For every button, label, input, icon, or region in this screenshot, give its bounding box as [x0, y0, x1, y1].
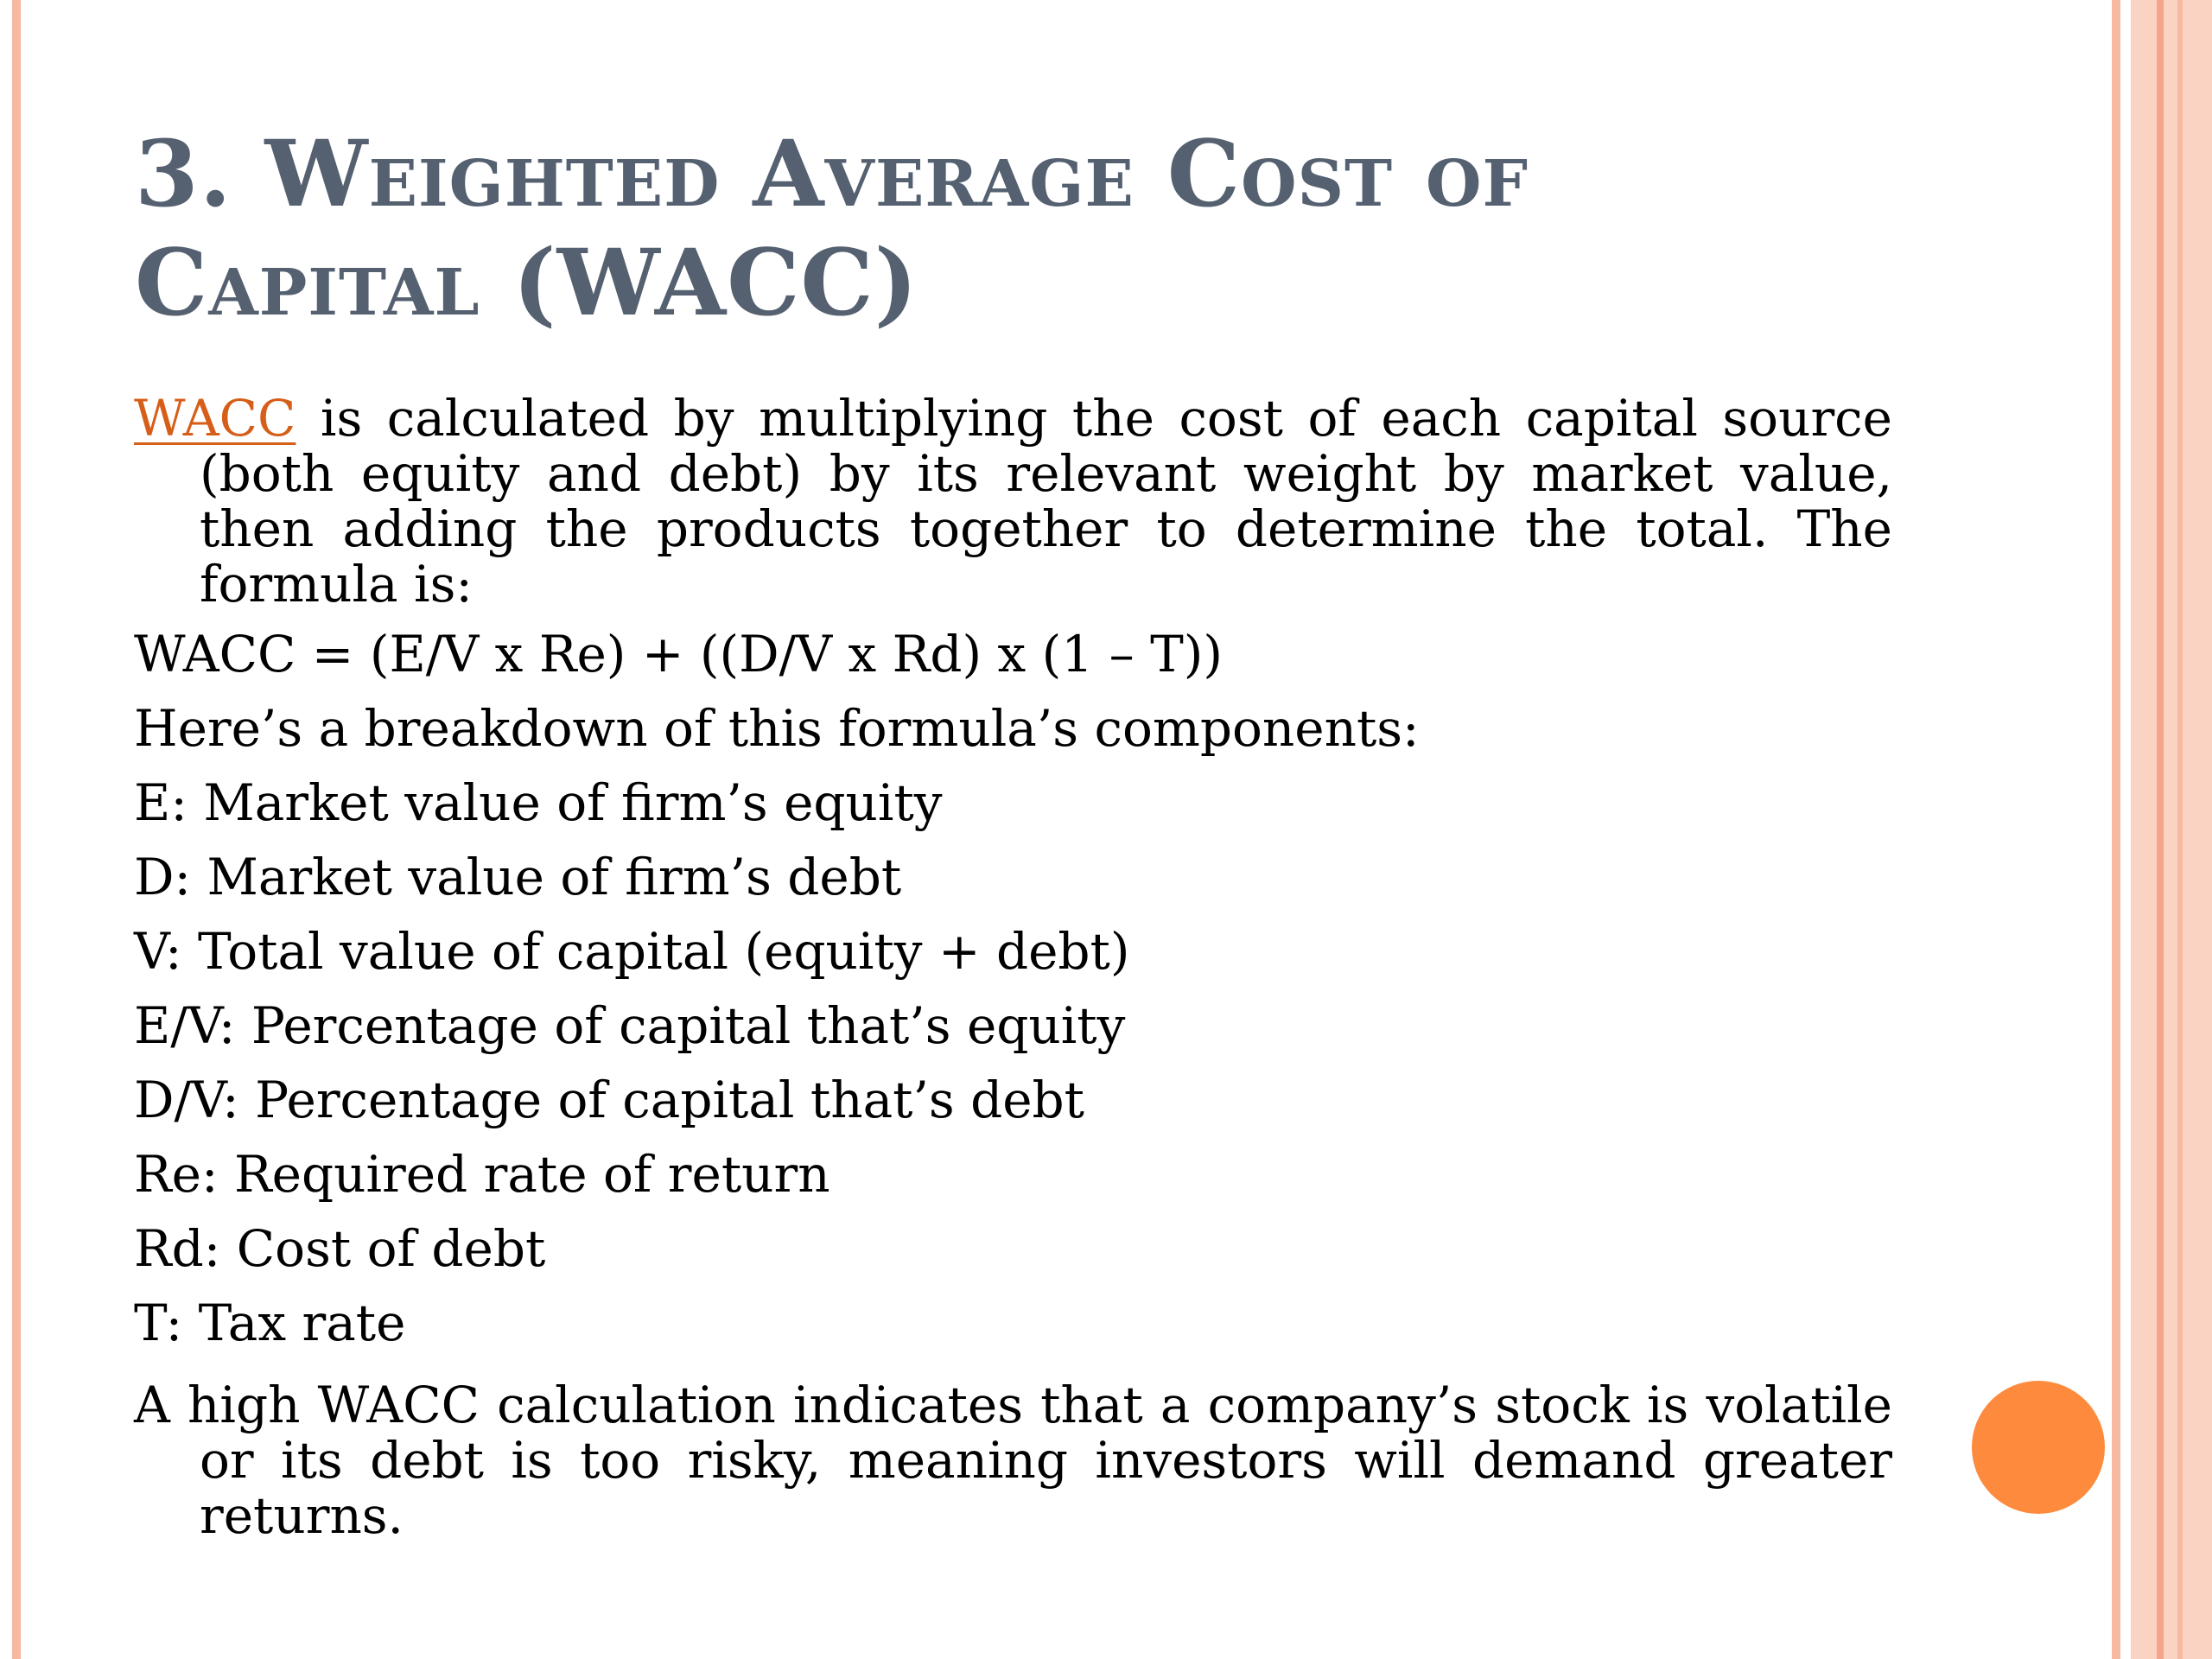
- right-border-line-edge: [2177, 0, 2183, 1659]
- component-item: D/V: Percentage of capital that’s debt: [134, 1071, 1084, 1129]
- title-line-1: 3. Weighted Average Cost of: [135, 119, 1529, 227]
- conclusion-paragraph: A high WACC calculation indicates that a company’s stock is volatile or its debt is too risky, meaning investors will demand greater returns.: [134, 1376, 1892, 1545]
- right-border-band: [2131, 0, 2157, 1659]
- component-item: E/V: Percentage of capital that’s equity: [134, 996, 1126, 1055]
- component-item: Re: Required rate of return: [134, 1145, 830, 1204]
- intro-text: is calculated by multiplying the cost of each capital source (both equity and debt) by its relevant weight by market value, then adding the products together to determine the total. The formula is:: [200, 389, 1892, 613]
- component-item: T: Tax rate: [134, 1294, 406, 1352]
- right-border-line: [2112, 0, 2120, 1659]
- wacc-formula: WACC = (E/V x Re) + ((D/V x Rd) x (1 – T)): [134, 625, 1224, 683]
- intro-paragraph: [134, 391, 1892, 612]
- left-border-line: [12, 0, 21, 1659]
- component-item: D: Market value of firm’s debt: [134, 848, 902, 906]
- right-border-band-outer: [2164, 0, 2212, 1659]
- wacc-link[interactable]: WACC: [134, 389, 296, 448]
- slide-title: [135, 119, 1777, 337]
- slide-body: [134, 391, 1892, 1543]
- component-item: E: Market value of firm’s equity: [134, 773, 943, 832]
- orange-dot-decoration: [1972, 1381, 2105, 1514]
- component-item: V: Total value of capital (equity + debt): [134, 922, 1130, 981]
- breakdown-heading: Here’s a breakdown of this formula’s components:: [134, 699, 1420, 758]
- component-item: Rd: Cost of debt: [134, 1219, 546, 1278]
- right-border-line-outer: [2157, 0, 2164, 1659]
- title-line-2: Capital (WACC): [135, 228, 918, 336]
